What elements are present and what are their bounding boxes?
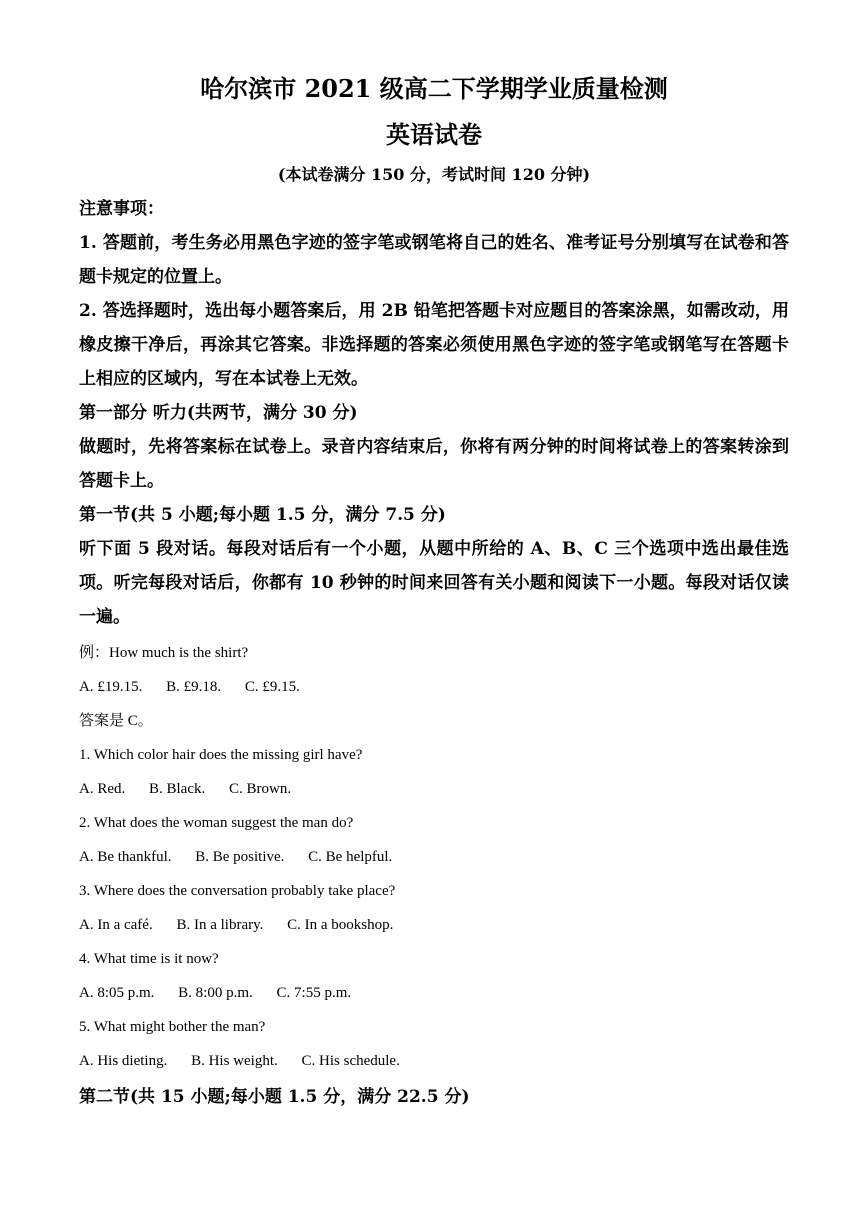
- question-5-option-c: C. His schedule.: [301, 1053, 400, 1069]
- question-1-option-a: A. Red.: [79, 781, 126, 797]
- example-option-c: C. £9.15.: [244, 679, 300, 695]
- section1-description: 听下面 5 段对话。每段对话后有一个小题，从题中所给的 A、B、C 三个选项中选出最佳选项。听完每段对话后，你都有 10 秒钟的时间来回答有关小题和阅读下一小题。每段对话仅读一遍。: [79, 539, 789, 627]
- instruction-item-1: 1. 答题前，考生务必用黑色字迹的签字笔或钢笔将自己的姓名、准考证号分别填写在试卷和答题卡规定的位置上。: [79, 233, 789, 287]
- question-3: 3. Where does the conversation probably take place?: [79, 883, 396, 899]
- question-4-option-c: C. 7:55 p.m.: [276, 985, 352, 1001]
- section1-heading: 第一节(共 5 小题;每小题 1.5 分，满分 7.5 分): [79, 505, 446, 525]
- question-5: 5. What might bother the man?: [79, 1019, 266, 1035]
- example-answer: 答案是 C。: [79, 713, 153, 729]
- question-1-options: [79, 779, 789, 799]
- example-option-a: A. £19.15.: [79, 679, 143, 695]
- question-2-options: [79, 847, 789, 867]
- instructions-heading: 注意事项：: [79, 199, 164, 219]
- question-4-option-a: A. 8:05 p.m.: [79, 985, 155, 1001]
- question-4: 4. What time is it now?: [79, 951, 219, 967]
- question-2-option-b: B. Be positive.: [195, 849, 285, 865]
- exam-note: (本试卷满分 150 分，考试时间 120 分钟): [277, 165, 591, 184]
- question-1-option-b: B. Black.: [149, 781, 206, 797]
- question-5-option-b: B. His weight.: [191, 1053, 278, 1069]
- question-1-option-c: C. Brown.: [229, 781, 292, 797]
- question-3-option-b: B. In a library.: [176, 917, 264, 933]
- question-3-options: [79, 915, 789, 935]
- question-5-option-a: A. His dieting.: [79, 1053, 168, 1069]
- example-question: 例：How much is the shirt?: [79, 645, 249, 661]
- section2-heading: 第二节(共 15 小题;每小题 1.5 分，满分 22.5 分): [79, 1087, 470, 1107]
- exam-subject: 英语试卷: [386, 120, 482, 149]
- example-options: [79, 677, 789, 697]
- question-4-options: [79, 983, 789, 1003]
- question-3-option-a: A. In a café.: [79, 917, 153, 933]
- instruction-item-2: 2. 答选择题时，选出每小题答案后，用 2B 铅笔把答题卡对应题目的答案涂黑，如需改动，用橡皮擦干净后，再涂其它答案。非选择题的答案必须使用黑色字迹的签字笔或钢笔写在答题卡上相应的区域内，写在本试卷上无效。: [79, 301, 789, 389]
- question-4-option-b: B. 8:00 p.m.: [178, 985, 253, 1001]
- question-2: 2. What does the woman suggest the man do?: [79, 815, 354, 831]
- part1-heading: 第一部分 听力(共两节，满分 30 分): [79, 403, 358, 423]
- question-3-option-c: C. In a bookshop.: [287, 917, 394, 933]
- part1-description: 做题时，先将答案标在试卷上。录音内容结束后，你将有两分钟的时间将试卷上的答案转涂到答题卡上。: [79, 437, 789, 491]
- question-2-option-a: A. Be thankful.: [79, 849, 172, 865]
- exam-title: 哈尔滨市 2021 级高二下学期学业质量检测: [200, 74, 668, 103]
- question-1: 1. Which color hair does the missing girl have?: [79, 747, 363, 763]
- question-2-option-c: C. Be helpful.: [308, 849, 393, 865]
- question-5-options: [79, 1051, 789, 1071]
- example-option-b: B. £9.18.: [166, 679, 222, 695]
